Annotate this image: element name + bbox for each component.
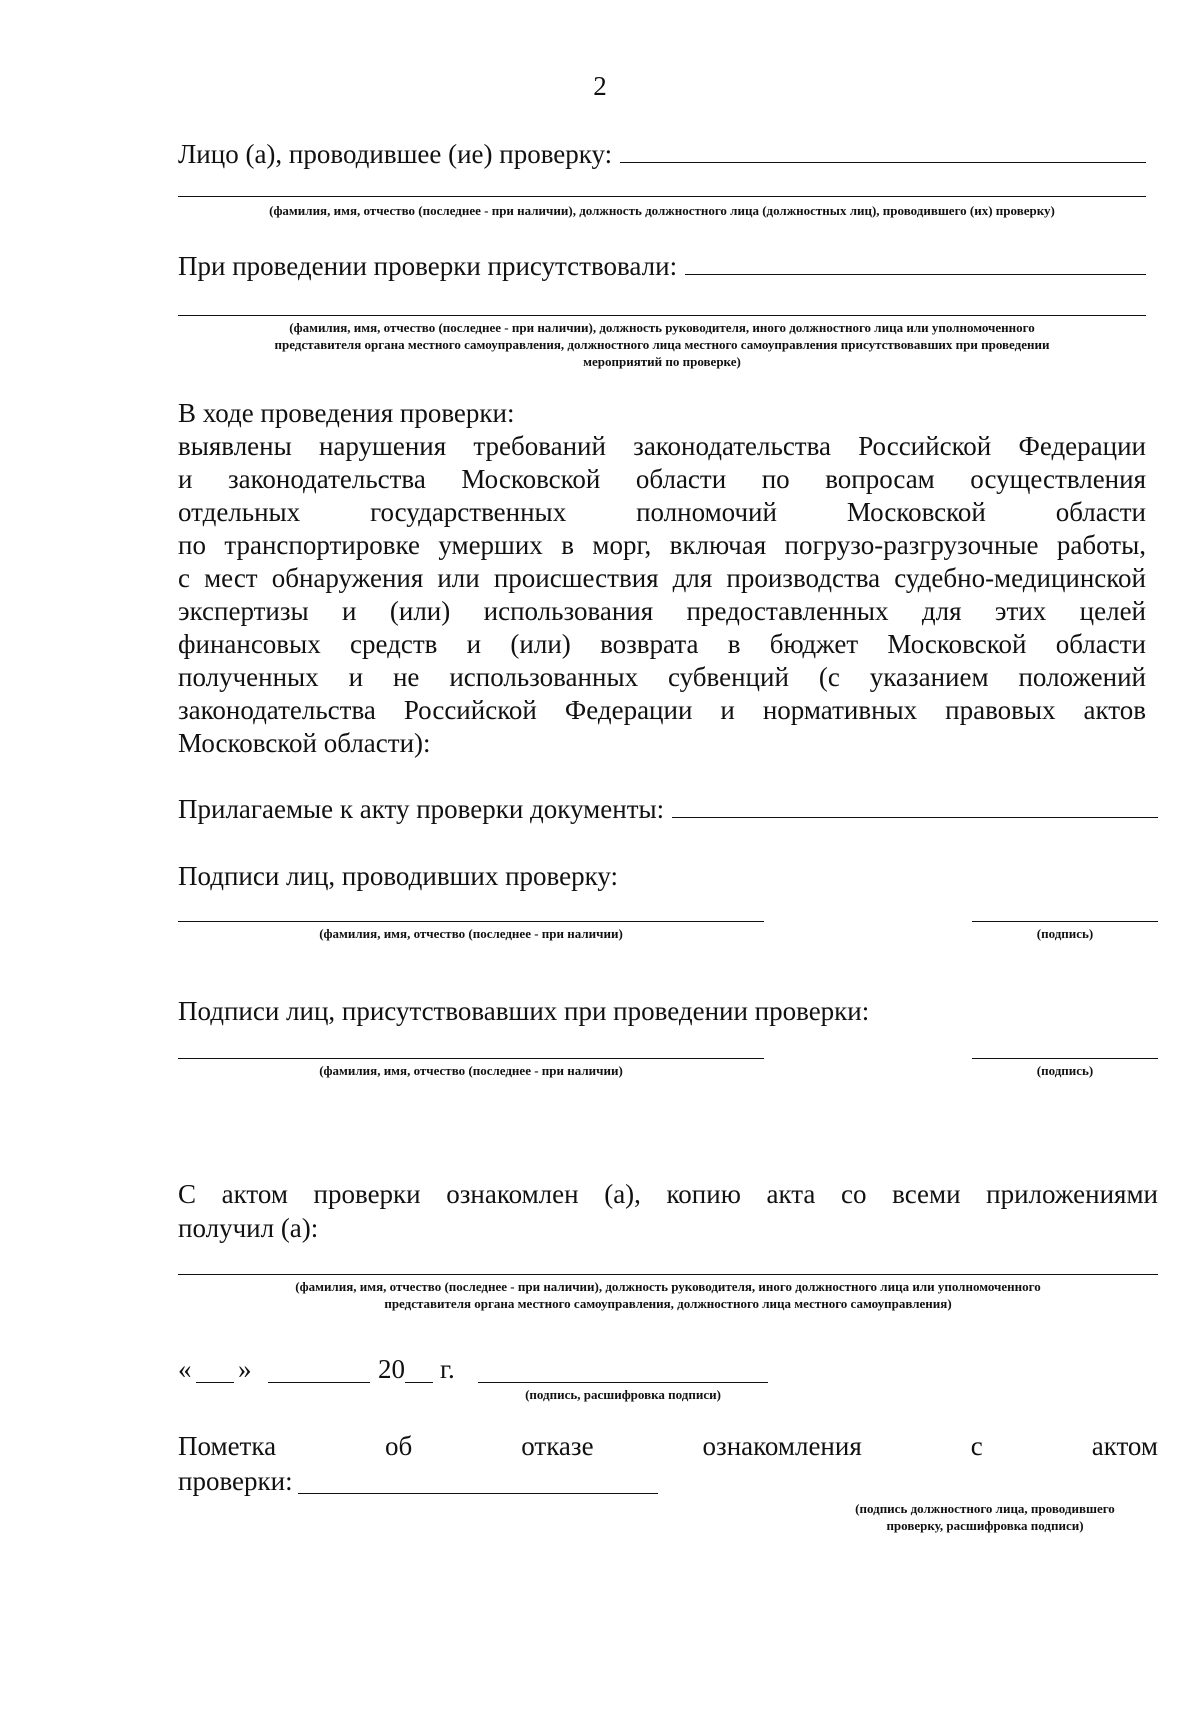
acknowledgement-line: получил (а): — [178, 1213, 319, 1243]
present-name-line[interactable] — [178, 315, 1146, 316]
present-row — [178, 250, 1146, 283]
findings-heading: В ходе проведения проверки: — [178, 398, 515, 428]
present-signature-caption: (подпись) — [1036, 1063, 1094, 1078]
page-number: 2 — [593, 71, 607, 101]
inspector-signature-caption: (подпись) — [1036, 926, 1094, 941]
present-caption-line: (фамилия, имя, отчество (последнее - при наличии), должность руководителя, иного должностного лица или уполномоченного — [289, 320, 1035, 335]
date-year-suffix: г. — [440, 1354, 455, 1384]
date-day-line[interactable] — [196, 1382, 234, 1383]
refusal-line: проверки: — [178, 1466, 293, 1496]
inspector-row — [178, 138, 1146, 171]
refusal-caption — [810, 1500, 1160, 1534]
findings-line: отдельных государственных полномочий Московской области — [178, 497, 1146, 527]
present-caption-line: представителя органа местного самоуправления, должностного лица местного самоуправления присутствовавших при проведении — [274, 337, 1050, 352]
acknowledgement-name-line[interactable] — [178, 1274, 1158, 1275]
acknowledgement-caption-line: представителя органа местного самоуправления, должностного лица местного самоуправления) — [384, 1296, 952, 1311]
attachments-input-line[interactable] — [672, 795, 1158, 818]
findings-line: с мест обнаружения или происшествия для производства судебно-медицинской — [178, 563, 1146, 593]
present-input-line[interactable] — [685, 252, 1146, 275]
acknowledgement-caption-line: (фамилия, имя, отчество (последнее - при наличии), должность руководителя, иного должностного лица или уполномоченного — [295, 1279, 1041, 1294]
acknowledgement-caption — [178, 1278, 1158, 1312]
present-caption-line: мероприятий по проверке) — [583, 354, 741, 369]
present-signature-name-caption: (фамилия, имя, отчество (последнее - при наличии) — [319, 1063, 623, 1078]
date-signature-line[interactable] — [478, 1382, 768, 1383]
present-signatures-label: Подписи лиц, присутствовавших при проведении проверки: — [178, 996, 870, 1026]
findings-line: Московской области): — [178, 728, 431, 758]
findings-body — [178, 430, 1146, 760]
date-signature-caption: (подпись, расшифровка подписи) — [525, 1387, 721, 1402]
present-signature-line[interactable] — [972, 1058, 1158, 1059]
refusal-caption-line: (подпись должностного лица, проводившего — [855, 1501, 1115, 1516]
inspector-caption: (фамилия, имя, отчество (последнее - при наличии), должность должностного лица (должностных лиц), проводившего (их) проверку) — [269, 203, 1055, 218]
findings-line: экспертизы и (или) использования предоставленных для этих целей — [178, 596, 1146, 626]
findings-line: законодательства Российской Федерации и нормативных правовых актов — [178, 695, 1146, 725]
present-caption — [178, 319, 1146, 370]
acknowledgement-line: С актом проверки ознакомлен (а), копию акта со всеми приложениями — [178, 1179, 1158, 1209]
present-label: При проведении проверки присутствовали: — [178, 251, 678, 281]
date-month-line[interactable] — [268, 1382, 370, 1383]
attachments-row — [178, 793, 1158, 826]
findings-line: выявлены нарушения требований законодательства Российской Федерации — [178, 431, 1146, 461]
date-open-quote: « — [178, 1354, 192, 1384]
refusal-line: Пометка об отказе ознакомления с актом — [178, 1431, 1158, 1461]
present-signature-name-line[interactable] — [178, 1058, 764, 1059]
refusal-signature-line[interactable] — [298, 1493, 658, 1494]
inspector-signature-line[interactable] — [972, 921, 1158, 922]
inspector-signature-name-line[interactable] — [178, 921, 764, 922]
date-year-prefix: 20 — [378, 1354, 405, 1384]
inspector-signatures-label: Подписи лиц, проводивших проверку: — [178, 861, 618, 891]
refusal-caption-line: проверку, расшифровка подписи) — [886, 1518, 1084, 1533]
findings-line: полученных и не использованных субвенций (с указанием положений — [178, 662, 1146, 692]
findings-line: и законодательства Московской области по вопросам осуществления — [178, 464, 1146, 494]
date-year-line[interactable] — [405, 1382, 433, 1383]
inspector-name-line[interactable] — [178, 196, 1146, 197]
inspector-label: Лицо (а), проводившее (ие) проверку: — [178, 139, 613, 169]
inspector-signature-name-caption: (фамилия, имя, отчество (последнее - при наличии) — [319, 926, 623, 941]
findings-line: по транспортировке умерших в морг, включая погрузо-разгрузочные работы, — [178, 530, 1146, 560]
inspector-input-line[interactable] — [620, 140, 1146, 163]
attachments-label: Прилагаемые к акту проверки документы: — [178, 794, 665, 824]
findings-line: финансовых средств и (или) возврата в бюджет Московской области — [178, 629, 1146, 659]
date-close-quote: » — [238, 1354, 252, 1384]
